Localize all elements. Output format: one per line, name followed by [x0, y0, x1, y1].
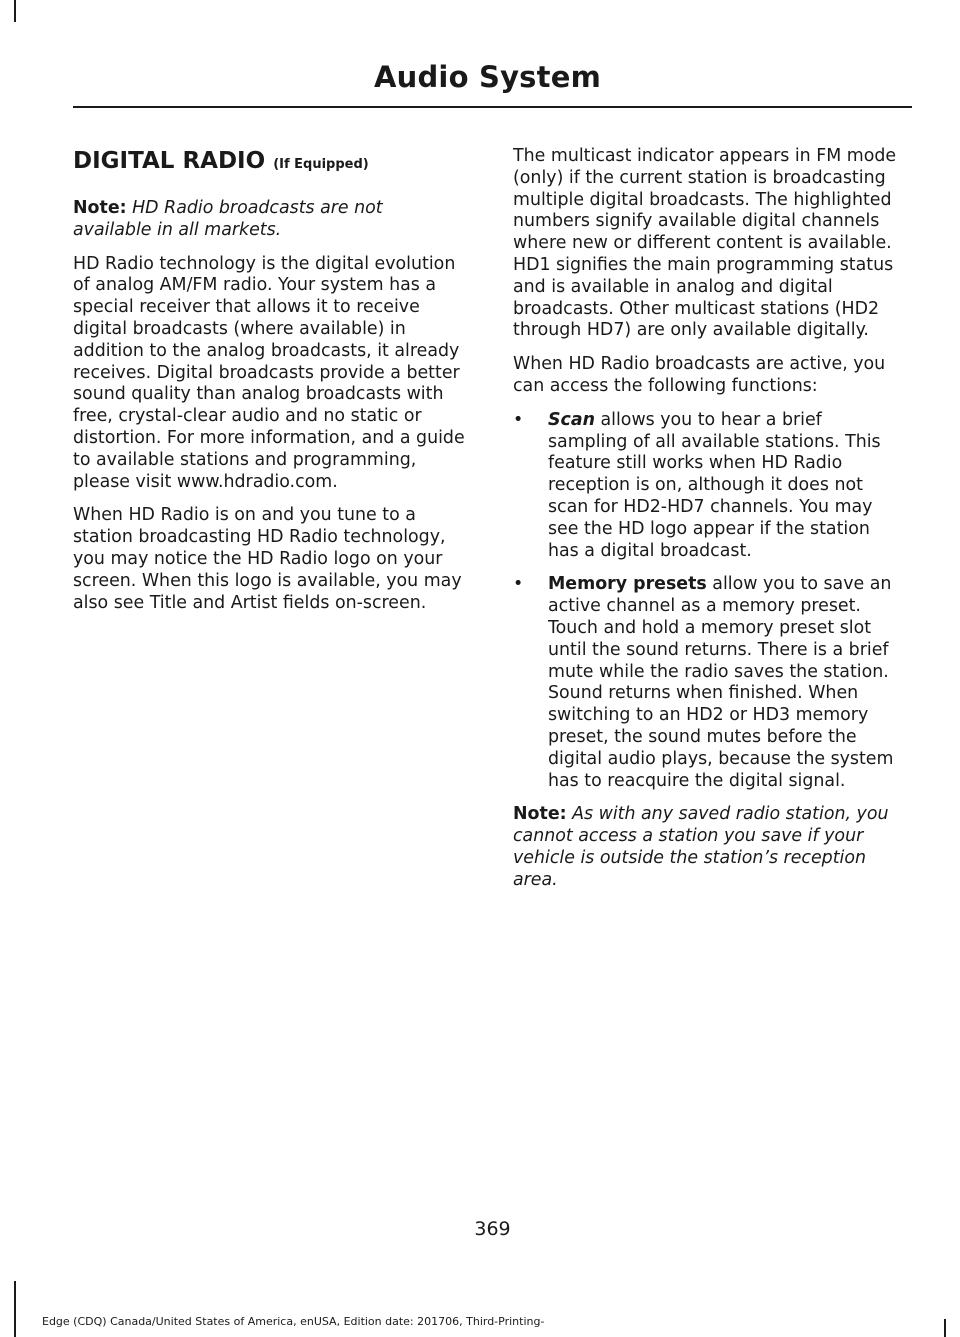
page-number: 369 [474, 1218, 511, 1240]
note-paragraph [513, 804, 905, 891]
left-column [73, 146, 465, 626]
list-item [513, 574, 905, 792]
page-header-title: Audio System [373, 60, 601, 94]
body-paragraph: HD Radio technology is the digital evolution of analog AM/FM radio. Your system has a special receiver that allows it to receive digital broadcasts (where available) in addition to the analog broadcasts, it already receives. Digital broadcasts provide a better sound quality than analog broadcasts with free, crystal-clear audio and no static or distortion. For more information, and a guide to available stations and programming, please visit www.hdradio.com. [73, 253, 465, 492]
note-paragraph [73, 198, 465, 242]
right-column [513, 146, 905, 904]
list-item-text: allow you to save an active channel as a memory preset. Touch and hold a memory preset slot until the sound returns. There is a brief mute while the radio saves the station. Sound returns when finished. When switching to an HD2 or HD3 memory preset, the sound mutes before the digital audio plays, because the system has to reacquire the digital signal. [548, 574, 894, 791]
note-label: Note: [73, 198, 127, 218]
section-qualifier: (If Equipped) [273, 157, 369, 172]
crop-mark-bottom-right [944, 1319, 946, 1337]
list-item-term: Memory presets [548, 574, 707, 595]
section-title: DIGITAL RADIO [73, 148, 266, 174]
note-label: Note: [513, 804, 567, 825]
body-paragraph: When HD Radio broadcasts are active, you can access the following functions: [513, 354, 886, 396]
note-text: HD Radio broadcasts are not available in all markets. [73, 198, 383, 240]
bullet-marker: • [513, 574, 524, 595]
note-text: As with any saved radio station, you cannot access a station you save if your vehicle is outside the station’s reception area. [513, 804, 889, 890]
crop-mark-bottom-left [14, 1281, 16, 1337]
crop-mark-top-left [14, 0, 16, 22]
section-heading [73, 146, 465, 180]
footer-edition: Edge (CDQ) Canada/United States of America, enUSA, Edition date: 201706, Third-Printing- [42, 1315, 545, 1328]
function-list [513, 410, 905, 793]
list-item-text: allows you to hear a brief sampling of all available stations. This feature still works when HD Radio reception is on, although it does not scan for HD2-HD7 channels. You may see the HD logo appear if the station has a digital broadcast. [548, 409, 881, 561]
bullet-marker: • [513, 409, 524, 430]
body-paragraph: The multicast indicator appears in FM mode (only) if the current station is broadcasting multiple digital broadcasts. The highlighted numbers signify available digital channels where new or different content is available. HD1 signifies the main programming status and is available in analog and digital broadcasts. Other multicast stations (HD2 through HD7) are only available digitally. [513, 146, 897, 341]
list-item [513, 410, 905, 563]
body-paragraph: When HD Radio is on and you tune to a station broadcasting HD Radio technology, you may notice the HD Radio logo on your screen. When this logo is available, you may also see Title and Artist fields on-screen. [73, 505, 462, 613]
header-divider [73, 106, 912, 108]
list-item-term: Scan [548, 409, 595, 430]
